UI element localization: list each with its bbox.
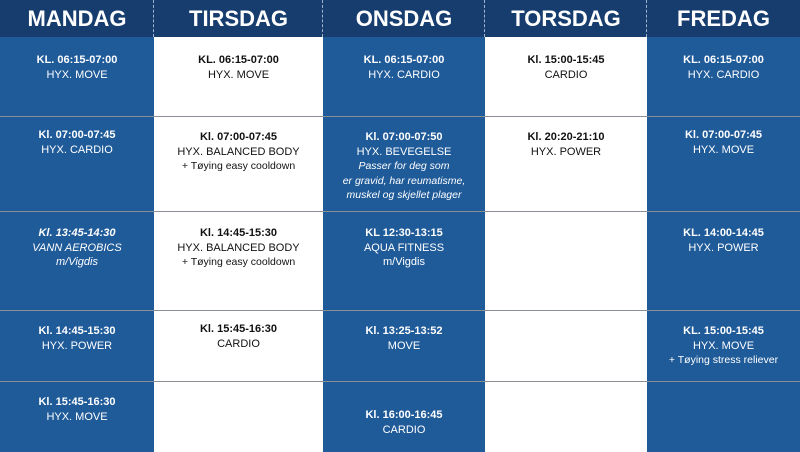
class-addon: + Tøying easy cooldown <box>181 256 296 268</box>
class-name: AQUA FITNESS <box>363 241 445 254</box>
class-slot <box>485 117 647 211</box>
class-slot <box>0 311 154 381</box>
class-time: Kl. 20:20-21:10 <box>527 131 605 143</box>
class-name: HYX. MOVE <box>207 68 270 81</box>
class-name: CARDIO <box>544 68 588 81</box>
class-time: Kl. 13:45-14:30 <box>38 227 116 239</box>
class-slot <box>323 311 485 381</box>
class-note: er gravid, har reumatisme, <box>342 174 466 187</box>
class-slot <box>154 311 323 381</box>
class-time: KL. 06:15-07:00 <box>36 54 118 66</box>
header-divider <box>646 0 648 37</box>
class-name: HYX. BALANCED BODY <box>177 241 300 254</box>
class-addon: + Tøying stress reliever <box>668 354 779 366</box>
class-instructor: m/Vigdis <box>56 256 98 268</box>
header-divider <box>484 0 486 37</box>
class-time: Kl. 15:45-16:30 <box>38 396 116 408</box>
class-name: HYX. CARDIO <box>41 143 113 156</box>
day-header: FREDAG <box>647 0 800 37</box>
empty-slot <box>647 382 800 452</box>
class-slot <box>0 212 154 310</box>
class-name: HYX. CARDIO <box>687 68 760 81</box>
empty-slot <box>485 311 647 381</box>
class-name: HYX. MOVE <box>46 68 108 81</box>
day-header: MANDAG <box>0 0 154 37</box>
class-time: KL 12:30-13:15 <box>365 227 443 239</box>
header-divider <box>322 0 324 37</box>
class-name: HYX. MOVE <box>692 339 755 352</box>
class-time: Kl. 14:45-15:30 <box>38 325 116 337</box>
class-time: Kl. 07:00-07:50 <box>365 131 443 143</box>
day-column-fredag <box>647 0 800 452</box>
day-column-mandag <box>0 0 154 452</box>
class-slot <box>647 212 800 310</box>
class-time: Kl. 15:00-15:45 <box>527 54 605 66</box>
class-slot <box>647 37 800 116</box>
class-slot <box>154 37 323 116</box>
class-slot <box>0 117 154 211</box>
class-name: HYX. POWER <box>530 145 602 158</box>
empty-slot <box>485 212 647 310</box>
class-slot <box>154 117 323 211</box>
class-slot <box>647 117 800 211</box>
class-time: Kl. 07:00-07:45 <box>199 131 278 143</box>
class-time: Kl. 14:45-15:30 <box>199 227 278 239</box>
class-name: VANN AEROBICS <box>32 241 122 254</box>
class-slot <box>323 382 485 452</box>
class-slot <box>647 311 800 381</box>
empty-slot <box>485 382 647 452</box>
class-note: Passer for deg som <box>358 160 450 172</box>
day-column-tirsdag <box>154 0 323 452</box>
class-name: HYX. BEVEGELSE <box>356 145 452 158</box>
class-slot <box>323 37 485 116</box>
class-name: HYX. BALANCED BODY <box>177 145 300 158</box>
class-slot <box>154 212 323 310</box>
class-name: MOVE <box>387 339 421 352</box>
day-header: TIRSDAG <box>154 0 323 37</box>
class-name: HYX. POWER <box>41 339 113 352</box>
class-name: HYX. POWER <box>688 241 759 254</box>
class-slot <box>323 212 485 310</box>
class-slot <box>0 382 154 452</box>
header-divider <box>153 0 155 37</box>
class-time: Kl. 07:00-07:45 <box>684 129 763 141</box>
class-time: Kl. 13:25-13:52 <box>365 325 443 337</box>
class-time: Kl. 15:45-16:30 <box>199 323 278 335</box>
class-addon: + Tøying easy cooldown <box>181 160 296 172</box>
class-slot <box>323 117 485 211</box>
class-time: KL. 06:15-07:00 <box>363 54 445 66</box>
empty-slot <box>154 382 323 452</box>
class-time: KL. 06:15-07:00 <box>198 54 279 66</box>
class-name: CARDIO <box>217 337 260 350</box>
class-instructor: m/Vigdis <box>383 256 425 268</box>
class-name: HYX. MOVE <box>46 410 108 423</box>
class-name: CARDIO <box>382 423 426 436</box>
day-header: TORSDAG <box>485 0 647 37</box>
day-column-onsdag <box>323 0 485 452</box>
class-time: Kl. 16:00-16:45 <box>365 409 443 421</box>
class-time: KL. 14:00-14:45 <box>683 227 764 239</box>
class-time: Kl. 07:00-07:45 <box>38 129 116 141</box>
class-name: HYX. MOVE <box>692 143 755 156</box>
day-header: ONSDAG <box>323 0 485 37</box>
class-slot <box>485 37 647 116</box>
class-slot <box>0 37 154 116</box>
class-time: KL. 15:00-15:45 <box>683 325 764 337</box>
class-time: KL. 06:15-07:00 <box>683 54 764 66</box>
day-column-torsdag <box>485 0 647 452</box>
class-note: muskel og skjellet plager <box>346 189 462 201</box>
class-name: HYX. CARDIO <box>368 68 440 81</box>
